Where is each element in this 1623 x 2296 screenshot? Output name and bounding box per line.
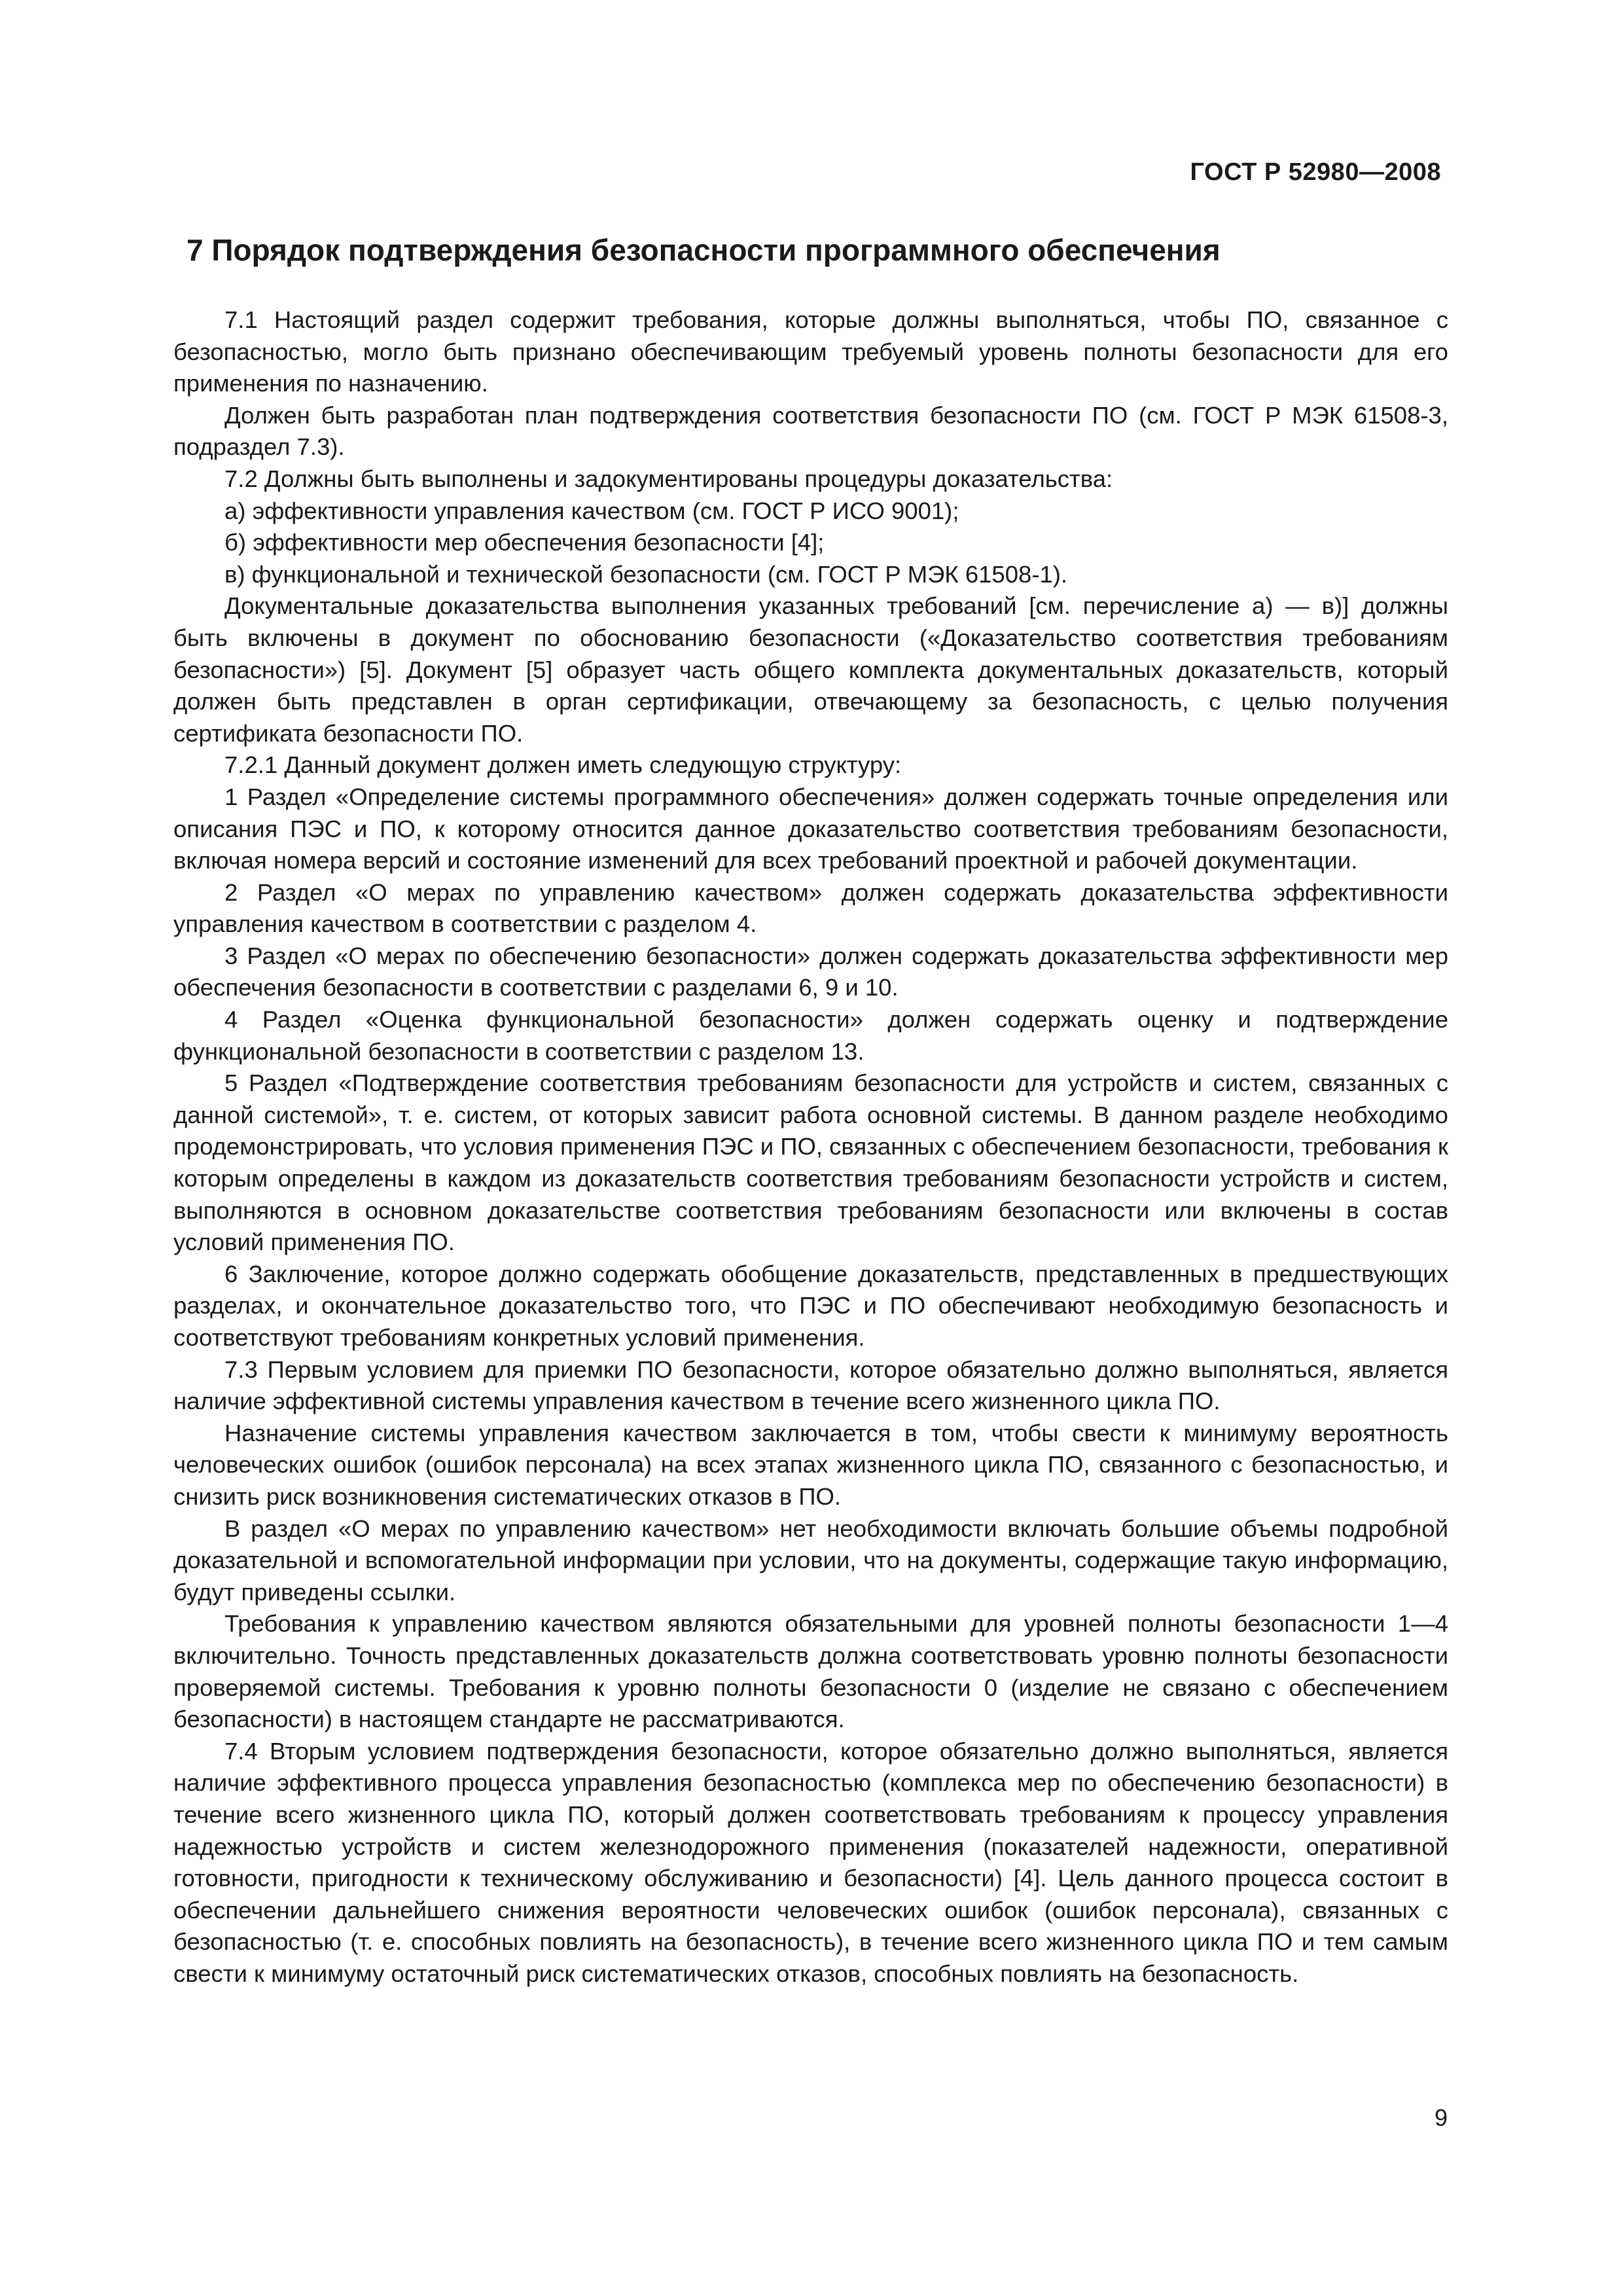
page-number: 9 <box>1434 2104 1448 2131</box>
list-item-a: а) эффективности управления качеством (см. ГОСТ Р ИСО 9001); <box>224 497 959 524</box>
paragraph-7-4: 7.4 Вторым условием подтверждения безопасности, которое обязательно должно выполняться, является наличие эффективного процесса управления безопасностью (комплекса мер по обеспечению безопасности) в течение всего жизненного цикла ПО, который должен соответствовать требованиям к процессу управления надежностью устройств и систем железнодорожного применения (показателей надежности, оперативной готовности, пригодности к техническому обслуживанию и безопасности) [4]. Цель данного процесса состоит в обеспечении дальнейшего снижения вероятности человеческих ошибок (ошибок персонала), связанных с безопасностью (т. е. способных повлиять на безопасность), в течение всего жизненного цикла ПО и тем самым свести к минимуму остаточный риск систематических отказов, способных повлиять на безопасность. <box>173 1737 1448 1987</box>
paragraph-quality-section: В раздел «О мерах по управлению качеством» нет необходимости включать большие объемы подробной доказательной и вспомогательной информации при условии, что на документы, содержащие такую информацию, будут приведены ссылки. <box>173 1515 1448 1605</box>
paragraph-quality-requirements: Требования к управлению качеством являются обязательными для уровней полноты безопасности 1—4 включительно. Точность представленных доказательств должна соответствовать уровню полноты безопасности проверяемой системы. Требования к уровню полноты безопасности 0 (изделие не связано с обеспечением безопасности) в настоящем стандарте не рассматриваются. <box>173 1610 1448 1733</box>
paragraph-7-2: 7.2 Должны быть выполнены и задокументированы процедуры доказательства: <box>224 465 1113 492</box>
paragraph-7-1: 7.1 Настоящий раздел содержит требования, которые должны выполняться, чтобы ПО, связанное с безопасностью, могло быть признано обеспечивающим требуемый уровень полноты безопасности для его применения по назначению. <box>173 306 1448 397</box>
list-item-b: б) эффективности мер обеспечения безопасности [4]; <box>224 529 825 556</box>
paragraph-documentary-evidence: Документальные доказательства выполнения указанных требований [см. перечисление а) — в)] должны быть включены в документ по обоснованию безопасности («Доказательство соответствия требованиям безопасности») [5]. Документ [5] образует часть общего комплекта документальных доказательств, который должен быть представлен в орган сертификации, отвечающему за безопасность, с целью получения сертификата безопасности ПО. <box>173 592 1448 747</box>
structure-item-2: 2 Раздел «О мерах по управлению качеством» должен содержать доказательства эффективности управления качеством в соответствии с разделом 4. <box>173 878 1448 938</box>
structure-item-4: 4 Раздел «Оценка функциональной безопасности» должен содержать оценку и подтверждение функциональной безопасности в соответствии с разделом 13. <box>173 1006 1448 1065</box>
structure-item-5: 5 Раздел «Подтверждение соответствия требованиям безопасности для устройств и систем, связанных с данной системой», т. е. систем, от которых зависит работа основной системы. В данном разделе необходимо продемонстрировать, что условия применения ПЭС и ПО, связанных с обеспечением безопасности, требования к которым определены в каждом из доказательств соответствия требованиям безопасности устройств и систем, выполняются в основном доказательстве соответствия требованиям безопасности или включены в состав условий применения ПО. <box>173 1069 1448 1256</box>
paragraph-quality-purpose: Назначение системы управления качеством заключается в том, чтобы свести к минимуму вероятность человеческих ошибок (ошибок персонала) на всех этапах жизненного цикла ПО, связанного с безопасностью, и снизить риск возникновения систематических отказов в ПО. <box>173 1419 1448 1510</box>
structure-item-6: 6 Заключение, которое должно содержать обобщение доказательств, представленных в предшествующих разделах, и окончательное доказательство того, что ПЭС и ПО обеспечивают необходимую безопасность и соответствуют требованиям конкретных условий применения. <box>173 1260 1448 1351</box>
structure-item-3: 3 Раздел «О мерах по обеспечению безопасности» должен содержать доказательства эффективности мер обеспечения безопасности в соответствии с разделами 6, 9 и 10. <box>173 942 1448 1001</box>
document-body <box>173 304 1448 1990</box>
list-item-v: в) функциональной и технической безопасности (см. ГОСТ Р МЭК 61508-1). <box>224 560 1068 588</box>
document-id-header: ГОСТ Р 52980—2008 <box>1190 158 1441 186</box>
section-title: 7 Порядок подтверждения безопасности программного обеспечения <box>187 233 1221 267</box>
paragraph-7-2-1: 7.2.1 Данный документ должен иметь следующую структуру: <box>224 751 902 779</box>
structure-item-1: 1 Раздел «Определение системы программного обеспечения» должен содержать точные определения или описания ПЭС и ПО, к которому относится данное доказательство соответствия требованиям безопасности, включая номера версий и состояние изменений для всех требований проектной и рабочей документации. <box>173 783 1448 874</box>
paragraph-7-3: 7.3 Первым условием для приемки ПО безопасности, которое обязательно должно выполняться, является наличие эффективной системы управления качеством в течение всего жизненного цикла ПО. <box>173 1355 1448 1415</box>
paragraph-plan: Должен быть разработан план подтверждения соответствия безопасности ПО (см. ГОСТ Р МЭК 61508-3, подраздел 7.3). <box>173 401 1448 461</box>
